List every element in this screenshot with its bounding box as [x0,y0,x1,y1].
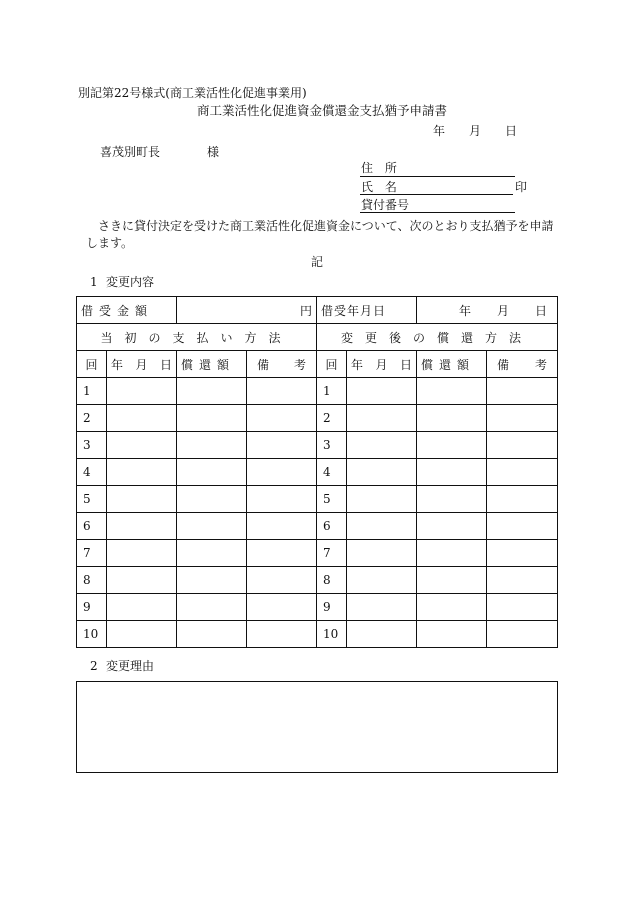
table-cell[interactable] [177,513,247,540]
table-cell[interactable] [177,378,247,405]
initial-method-header: 当初の支払い方法 [77,324,317,351]
table-cell[interactable] [487,459,558,486]
table-cell[interactable] [347,405,417,432]
row-number-right: 8 [317,567,347,594]
loan-number-label: 貸付番号 [361,198,410,212]
row-number-left: 8 [77,567,107,594]
table-cell[interactable] [107,540,177,567]
table-cell[interactable] [417,378,487,405]
table-cell[interactable] [347,567,417,594]
table-cell[interactable] [107,378,177,405]
table-cell[interactable] [177,405,247,432]
table-cell[interactable] [487,513,558,540]
table-cell[interactable] [107,513,177,540]
table-cell[interactable] [107,432,177,459]
table-row [77,432,558,459]
changed-method-header: 変更後の償還方法 [317,324,558,351]
loan-date-label: 借受年月日 [317,297,417,324]
table-cell[interactable] [247,486,317,513]
row-number-right: 10 [317,621,347,648]
table-cell[interactable] [487,486,558,513]
table-row [77,378,558,405]
table-cell[interactable] [417,540,487,567]
table-cell[interactable] [347,540,417,567]
table-cell[interactable] [417,432,487,459]
table-cell[interactable] [247,378,317,405]
table-cell[interactable] [177,459,247,486]
table-row [77,486,558,513]
table-cell[interactable] [487,540,558,567]
row-number-right: 1 [317,378,347,405]
table-row [77,405,558,432]
table-cell[interactable] [177,567,247,594]
seal-mark: 印 [515,180,528,194]
row-number-right: 4 [317,459,347,486]
col-note-left: 備 考 [247,351,317,378]
table-row [77,459,558,486]
address-line[interactable] [360,176,515,177]
table-cell[interactable] [247,513,317,540]
table-cell[interactable] [107,567,177,594]
change-table [76,296,558,648]
row-number-left: 5 [77,486,107,513]
body-text-line1: さきに貸付決定を受けた商工業活性化促進資金について、次のとおり支払猶予を申請 [98,219,554,233]
table-cell[interactable] [107,486,177,513]
ki-heading: 記 [311,255,324,269]
table-cell[interactable] [347,513,417,540]
table-cell[interactable] [487,621,558,648]
table-cell[interactable] [347,432,417,459]
table-cell[interactable] [247,540,317,567]
table-cell[interactable] [247,405,317,432]
row-number-left: 4 [77,459,107,486]
loan-date-field[interactable] [417,297,558,324]
col-note-right: 備 考 [487,351,558,378]
row-number-left: 1 [77,378,107,405]
table-cell[interactable] [247,621,317,648]
section1-number: 1 [90,275,98,289]
table-cell[interactable] [247,567,317,594]
table-cell[interactable] [417,513,487,540]
loan-date-day: 日 [535,303,548,318]
document-title: 商工業活性化促進資金償還金支払猶予申請書 [197,103,448,118]
table-cell[interactable] [177,594,247,621]
address-label: 住 所 [361,161,401,175]
table-cell[interactable] [107,594,177,621]
loan-amount-field[interactable] [177,297,317,324]
table-cell[interactable] [247,432,317,459]
table-cell[interactable] [107,621,177,648]
table-cell[interactable] [177,621,247,648]
date-year: 年 [433,124,446,138]
body-text-line2: します。 [86,236,134,250]
table-row [77,513,558,540]
table-cell[interactable] [347,459,417,486]
table-cell[interactable] [487,594,558,621]
data-rows [77,378,558,648]
table-cell[interactable] [107,405,177,432]
table-cell[interactable] [417,486,487,513]
col-kai-left: 回 [77,351,107,378]
change-reason-box[interactable] [76,681,558,773]
row-number-right: 3 [317,432,347,459]
date-month: 月 [469,124,482,138]
yen-label: 円 [300,303,313,318]
col-amount-left: 償還額 [177,351,247,378]
table-row [77,540,558,567]
loan-number-line[interactable] [360,212,515,213]
row-number-right: 9 [317,594,347,621]
col-amount-right: 償還額 [417,351,487,378]
section1-title: 変更内容 [106,275,155,289]
table-cell[interactable] [247,594,317,621]
column-header-row [77,351,558,378]
form-number: 別記第22号様式(商工業活性化促進事業用) [78,86,307,100]
name-label: 氏 名 [361,180,401,194]
table-row [77,621,558,648]
row-number-right: 2 [317,405,347,432]
table-cell[interactable] [417,621,487,648]
table-cell[interactable] [177,486,247,513]
table-cell[interactable] [107,459,177,486]
table-cell[interactable] [487,567,558,594]
loan-date-year: 年 [459,303,472,318]
table-cell[interactable] [417,594,487,621]
name-line[interactable] [360,194,513,195]
row-number-right: 6 [317,513,347,540]
method-header-row [77,324,558,351]
row-number-right: 5 [317,486,347,513]
row-number-left: 9 [77,594,107,621]
table-cell[interactable] [347,621,417,648]
table-cell[interactable] [417,459,487,486]
col-date-right: 年 月 日 [347,351,417,378]
loan-amount-label: 借受金額 [77,297,177,324]
table-cell[interactable] [417,567,487,594]
section2-title: 変更理由 [106,659,155,673]
col-date-left: 年 月 日 [107,351,177,378]
row-number-left: 3 [77,432,107,459]
table-cell[interactable] [487,432,558,459]
row-number-right: 7 [317,540,347,567]
row-number-left: 6 [77,513,107,540]
date-day: 日 [505,124,518,138]
table-cell[interactable] [417,405,487,432]
table-cell[interactable] [347,594,417,621]
honorific: 様 [207,145,220,159]
table-cell[interactable] [487,405,558,432]
table-cell[interactable] [487,378,558,405]
row-number-left: 7 [77,540,107,567]
loan-date-month: 月 [497,303,510,318]
loan-info-row [77,297,558,324]
table-row [77,567,558,594]
row-number-left: 10 [77,621,107,648]
addressee: 喜茂別町長 [100,145,161,159]
table-cell[interactable] [347,486,417,513]
table-cell[interactable] [247,459,317,486]
row-number-left: 2 [77,405,107,432]
table-cell[interactable] [177,432,247,459]
section2-number: 2 [90,659,98,673]
col-kai-right: 回 [317,351,347,378]
table-cell[interactable] [177,540,247,567]
table-row [77,594,558,621]
table-cell[interactable] [347,378,417,405]
